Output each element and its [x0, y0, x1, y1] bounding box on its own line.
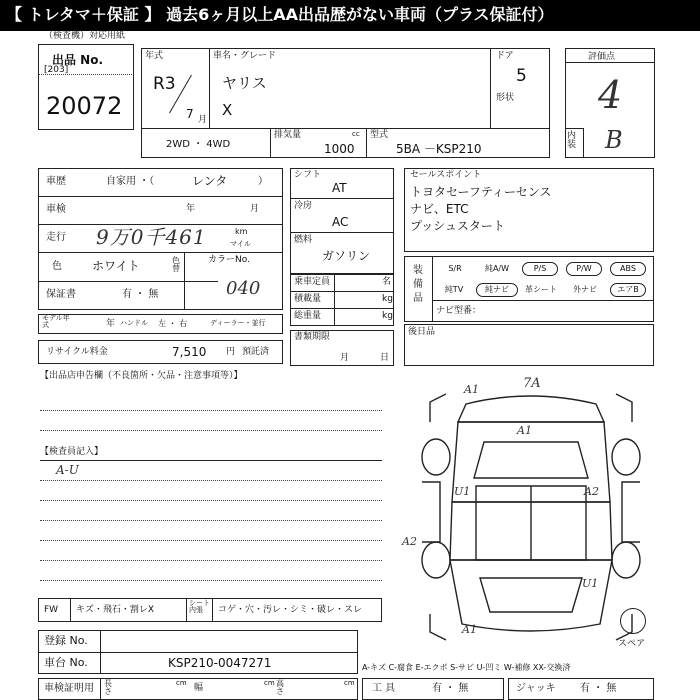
shift-value: AT — [332, 181, 347, 195]
equip-ext-navi: 外ナビ — [573, 285, 597, 294]
equip-ps: P/S — [522, 262, 558, 276]
month-unit: 月 — [198, 115, 208, 125]
sales-line-1: トヨタセーフティーセンス — [410, 185, 552, 199]
fuel-label: 燃料 — [294, 235, 313, 245]
fuel-value: ガソリン — [322, 249, 371, 263]
mark-u1-left: U1 — [454, 485, 471, 498]
warranty-value: 有 ・ 無 — [122, 289, 159, 300]
capacity-label: 乗車定員 — [294, 277, 331, 287]
gross-label: 総重量 — [294, 311, 322, 321]
mileage-label: 走行 — [46, 232, 66, 243]
color-label: 色 — [52, 261, 62, 272]
sales-line-2: ナビ、ETC — [410, 202, 469, 216]
handle-value: 左 ・ 右 — [158, 319, 188, 328]
car-name: ヤリス — [222, 74, 267, 92]
gross-unit: kg — [382, 311, 393, 321]
recycle-value: 7,510 — [172, 345, 207, 359]
month-value: 7 — [186, 107, 194, 121]
color-change: 色替 — [172, 256, 180, 273]
km-unit: km — [235, 227, 248, 236]
doc-month: 月 — [340, 353, 350, 363]
spare-tire-icon — [620, 608, 646, 634]
mark-a1-front-left: A1 — [464, 383, 479, 396]
mark-front: 7A — [523, 376, 541, 391]
ac-value: AC — [332, 215, 349, 229]
mark-a2-left: A2 — [402, 535, 417, 548]
year-value: R3 — [153, 74, 176, 94]
equip-abs: ABS — [610, 262, 646, 276]
name-label: 車名・グレード — [213, 51, 277, 61]
cert-label: 車検証明用 — [44, 683, 94, 694]
fw-label: FW — [44, 605, 59, 615]
cm-unit-1: cm — [176, 679, 187, 687]
form-subnote: （検査機）対応用紙 — [44, 31, 126, 41]
cc-unit: cc — [352, 130, 360, 138]
equip-tv: 純TV — [444, 285, 464, 294]
banner-text: 【 トレタマ＋保証 】 過去6ヶ月以上AA出品歴がない車両（プラス保証付） — [6, 5, 554, 24]
sales-label: セールスポイント — [410, 170, 482, 180]
spare-label: スペア — [618, 639, 646, 649]
usage-close: ） — [258, 176, 268, 187]
recycle-label: リサイクル料金 — [46, 347, 108, 357]
door-value: 5 — [516, 66, 527, 86]
score-value: 4 — [598, 73, 623, 117]
equip-sr: S/R — [448, 264, 462, 273]
later-box — [404, 324, 654, 366]
height-label: 高さ — [276, 679, 284, 696]
warranty-label: 保証書 — [46, 289, 76, 300]
reg-label: 登録 No. — [44, 634, 88, 647]
inspector-value: A-U — [56, 463, 79, 477]
cm-unit-2: cm — [264, 679, 275, 687]
inspector-label: 【検査員記入】 — [40, 447, 104, 457]
cc-label: 排気量 — [274, 130, 302, 140]
interior-label: 内装 — [567, 131, 577, 150]
tools-value: 有 ・ 無 — [432, 683, 469, 694]
fw-items: キズ・飛石・割レX — [76, 605, 154, 615]
interior-value: B — [605, 126, 623, 154]
equip-airbag: エアB — [610, 283, 646, 297]
jack-value: 有 ・ 無 — [580, 683, 617, 694]
drive-type: 2WD ・ 4WD — [166, 139, 231, 150]
sheet-label: シート内張 — [189, 599, 210, 614]
tools-label: 工 具 — [372, 683, 396, 694]
cc-value: 1000 — [324, 142, 355, 156]
later-label: 後日品 — [408, 327, 436, 337]
nav-model-label: ナビ型番： — [436, 306, 482, 316]
sales-line-3: プッシュスタート — [410, 219, 505, 233]
model-year-unit: 年 — [106, 319, 116, 329]
lot-label: 出品 No. — [52, 53, 104, 67]
cm-unit-3: cm — [344, 679, 355, 687]
recycle-status: 預託済 — [242, 347, 270, 357]
colorno-value: 040 — [226, 278, 261, 299]
exhibitor-label: 【出品店申告欄（不良箇所・欠品・注意事項等）】 — [40, 371, 243, 381]
colorno-label: カラーNo. — [208, 255, 250, 265]
model-year-label: モデル年式 — [42, 314, 70, 329]
lot-number: 20072 — [46, 92, 123, 120]
mark-a1-rear: A1 — [462, 623, 477, 636]
sheet-items: コゲ・穴・汚レ・シミ・破レ・スレ — [218, 605, 363, 615]
chassis-label: 車台 No. — [44, 656, 88, 669]
damage-legend: A-キズ C-腐食 E-エクボ S-サビ U-凹ミ W-補修 XX-交換済 — [362, 663, 571, 672]
shape-label: 形状 — [496, 93, 515, 103]
capacity-unit: 名 — [382, 277, 392, 287]
equip-aw: 純A/W — [484, 264, 510, 273]
inspection-month: 月 — [250, 204, 260, 214]
jack-label: ジャッキ — [516, 683, 556, 694]
usage-value: レンタ — [192, 174, 228, 188]
handle-label: ハンドル — [120, 319, 148, 327]
width-label: 幅 — [194, 683, 204, 693]
car-diagram — [400, 382, 660, 652]
inspection-label: 車検 — [46, 204, 66, 215]
load-unit: kg — [382, 294, 393, 304]
door-label: ドア — [496, 51, 514, 61]
ac-label: 冷房 — [294, 201, 313, 211]
score-label: 評価点 — [588, 52, 616, 62]
recycle-unit: 円 — [226, 347, 236, 357]
mileage-value: 9万0千461 — [96, 225, 207, 249]
doc-day: 日 — [380, 353, 390, 363]
doc-label: 書類期限 — [294, 332, 331, 342]
mark-u1-right: U1 — [582, 577, 599, 590]
mark-a1-front: A1 — [517, 424, 532, 437]
inspection-year: 年 — [186, 204, 196, 214]
equipment-label: 装備品 — [413, 265, 423, 304]
mile-unit: マイル — [230, 240, 251, 248]
length-label: 長さ — [104, 679, 112, 696]
chassis-value: KSP210-0047271 — [168, 656, 272, 670]
dealer-label: ディーラー・並行 — [210, 319, 266, 327]
equip-pw: P/W — [566, 262, 602, 276]
history-label: 車歴 — [46, 176, 66, 187]
equip-navi: 純ナビ — [476, 283, 518, 297]
model-value: 5BA －KSP210 — [396, 142, 482, 156]
load-label: 積載量 — [294, 294, 322, 304]
mark-a2-right: A2 — [584, 485, 599, 498]
year-label: 年式 — [145, 51, 164, 61]
car-grade: X — [222, 101, 233, 119]
equip-leather: 革シート — [525, 285, 557, 294]
model-label: 型式 — [370, 130, 389, 140]
shift-label: シフト — [294, 170, 322, 180]
color-value: ホワイト — [92, 259, 140, 273]
lot-small: [203] — [44, 65, 69, 75]
usage-text: 自家用 ・（ — [106, 176, 155, 187]
